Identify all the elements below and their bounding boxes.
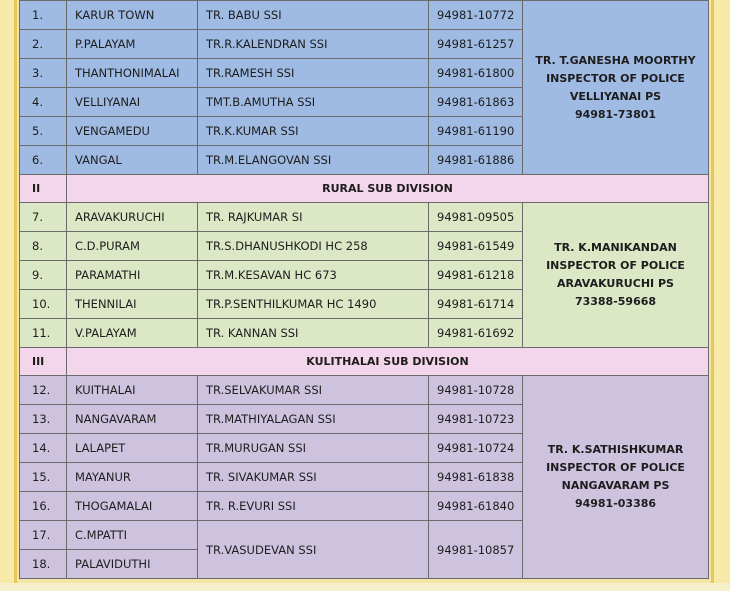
station-name: C.D.PURAM <box>67 232 198 261</box>
serial-number: 1. <box>20 1 67 30</box>
station-name: V.PALAYAM <box>67 319 198 348</box>
phone-number: 94981-10728 <box>429 376 523 405</box>
inspector-phone: 94981-73801 <box>574 107 657 121</box>
phone-number: 94981-10857 <box>429 521 523 579</box>
phone-number: 94981-10723 <box>429 405 523 434</box>
phone-number: 94981-61692 <box>429 319 523 348</box>
officer-name: TMT.B.AMUTHA SSI <box>198 88 429 117</box>
phone-number: 94981-61838 <box>429 463 523 492</box>
station-name: KUITHALAI <box>67 376 198 405</box>
page-border-right <box>711 0 730 591</box>
phone-number: 94981-10772 <box>429 1 523 30</box>
serial-number: 9. <box>20 261 67 290</box>
inspector-name: TR. K.MANIKANDAN <box>554 241 677 254</box>
officer-name: TR.MURUGAN SSI <box>198 434 429 463</box>
station-name: THOGAMALAI <box>67 492 198 521</box>
inspector-cell <box>523 203 709 348</box>
serial-number: 2. <box>20 30 67 59</box>
inspector-cell <box>523 376 709 579</box>
phone-number: 94981-61257 <box>429 30 523 59</box>
phone-number: 94981-61549 <box>429 232 523 261</box>
phone-number: 94981-61218 <box>429 261 523 290</box>
serial-number: 16. <box>20 492 67 521</box>
phone-number: 94981-09505 <box>429 203 523 232</box>
inspector-name: TR. T.GANESHA MOORTHY <box>535 53 696 67</box>
officer-name: TR.M.ELANGOVAN SSI <box>198 146 429 175</box>
inspector-phone: 94981-03386 <box>574 497 657 510</box>
serial-number: 17. <box>20 521 67 550</box>
officer-name: TR.P.SENTHILKUMAR HC 1490 <box>198 290 429 319</box>
serial-number: 10. <box>20 290 67 319</box>
serial-number: 5. <box>20 117 67 146</box>
table-row <box>20 1 709 30</box>
serial-number: 13. <box>20 405 67 434</box>
station-name: VANGAL <box>67 146 198 175</box>
page-border-bottom <box>0 583 730 591</box>
station-name: PALAVIDUTHI <box>67 550 198 579</box>
inspector-title: INSPECTOR OF POLICE <box>546 71 685 85</box>
section-header-kulithalai <box>20 348 709 376</box>
inspector-station: VELLIYANAI PS <box>569 89 662 103</box>
serial-number: 18. <box>20 550 67 579</box>
inspector-station: NANGAVARAM PS <box>561 479 670 492</box>
serial-number: 8. <box>20 232 67 261</box>
officer-name: TR.R.KALENDRAN SSI <box>198 30 429 59</box>
station-name: NANGAVARAM <box>67 405 198 434</box>
station-name: PARAMATHI <box>67 261 198 290</box>
inspector-title: INSPECTOR OF POLICE <box>546 461 685 474</box>
phone-number: 94981-61714 <box>429 290 523 319</box>
section-header-rural <box>20 175 709 203</box>
officer-name: TR.SELVAKUMAR SSI <box>198 376 429 405</box>
station-name: VENGAMEDU <box>67 117 198 146</box>
inspector-phone: 73388-59668 <box>574 295 657 308</box>
inspector-station: ARAVAKURUCHI PS <box>557 277 674 290</box>
officer-name: TR. R.EVURI SSI <box>198 492 429 521</box>
station-name: P.PALAYAM <box>67 30 198 59</box>
phone-number: 94981-61800 <box>429 59 523 88</box>
station-name: THANTHONIMALAI <box>67 59 198 88</box>
station-name: KARUR TOWN <box>67 1 198 30</box>
inspector-cell <box>523 1 709 175</box>
phone-number: 94981-61190 <box>429 117 523 146</box>
phone-number: 94981-10724 <box>429 434 523 463</box>
section-roman-numeral: II <box>20 175 67 203</box>
officer-name: TR. BABU SSI <box>198 1 429 30</box>
officer-name: TR. KANNAN SSI <box>198 319 429 348</box>
serial-number: 3. <box>20 59 67 88</box>
inspector-title: INSPECTOR OF POLICE <box>546 259 685 272</box>
serial-number: 7. <box>20 203 67 232</box>
phone-number: 94981-61886 <box>429 146 523 175</box>
serial-number: 15. <box>20 463 67 492</box>
page-border-left <box>0 0 17 591</box>
inspector-name: TR. K.SATHISHKUMAR <box>547 443 684 456</box>
officer-name: TR.VASUDEVAN SSI <box>198 521 429 579</box>
station-name: LALAPET <box>67 434 198 463</box>
serial-number: 4. <box>20 88 67 117</box>
station-name: VELLIYANAI <box>67 88 198 117</box>
officer-name: TR. RAJKUMAR SI <box>198 203 429 232</box>
station-name: THENNILAI <box>67 290 198 319</box>
officer-name: TR.MATHIYALAGAN SSI <box>198 405 429 434</box>
phone-number: 94981-61840 <box>429 492 523 521</box>
section-title: KULITHALAI SUB DIVISION <box>67 348 709 376</box>
serial-number: 11. <box>20 319 67 348</box>
police-station-table <box>19 0 709 579</box>
officer-name: TR.S.DHANUSHKODI HC 258 <box>198 232 429 261</box>
section-roman-numeral: III <box>20 348 67 376</box>
officer-name: TR.M.KESAVAN HC 673 <box>198 261 429 290</box>
serial-number: 6. <box>20 146 67 175</box>
officer-name: TR.RAMESH SSI <box>198 59 429 88</box>
serial-number: 12. <box>20 376 67 405</box>
station-name: ARAVAKURUCHI <box>67 203 198 232</box>
table-row <box>20 376 709 405</box>
table-row <box>20 203 709 232</box>
officer-name: TR. SIVAKUMAR SSI <box>198 463 429 492</box>
officer-name: TR.K.KUMAR SSI <box>198 117 429 146</box>
serial-number: 14. <box>20 434 67 463</box>
phone-number: 94981-61863 <box>429 88 523 117</box>
station-name: C.MPATTI <box>67 521 198 550</box>
station-name: MAYANUR <box>67 463 198 492</box>
section-title: RURAL SUB DIVISION <box>67 175 709 203</box>
